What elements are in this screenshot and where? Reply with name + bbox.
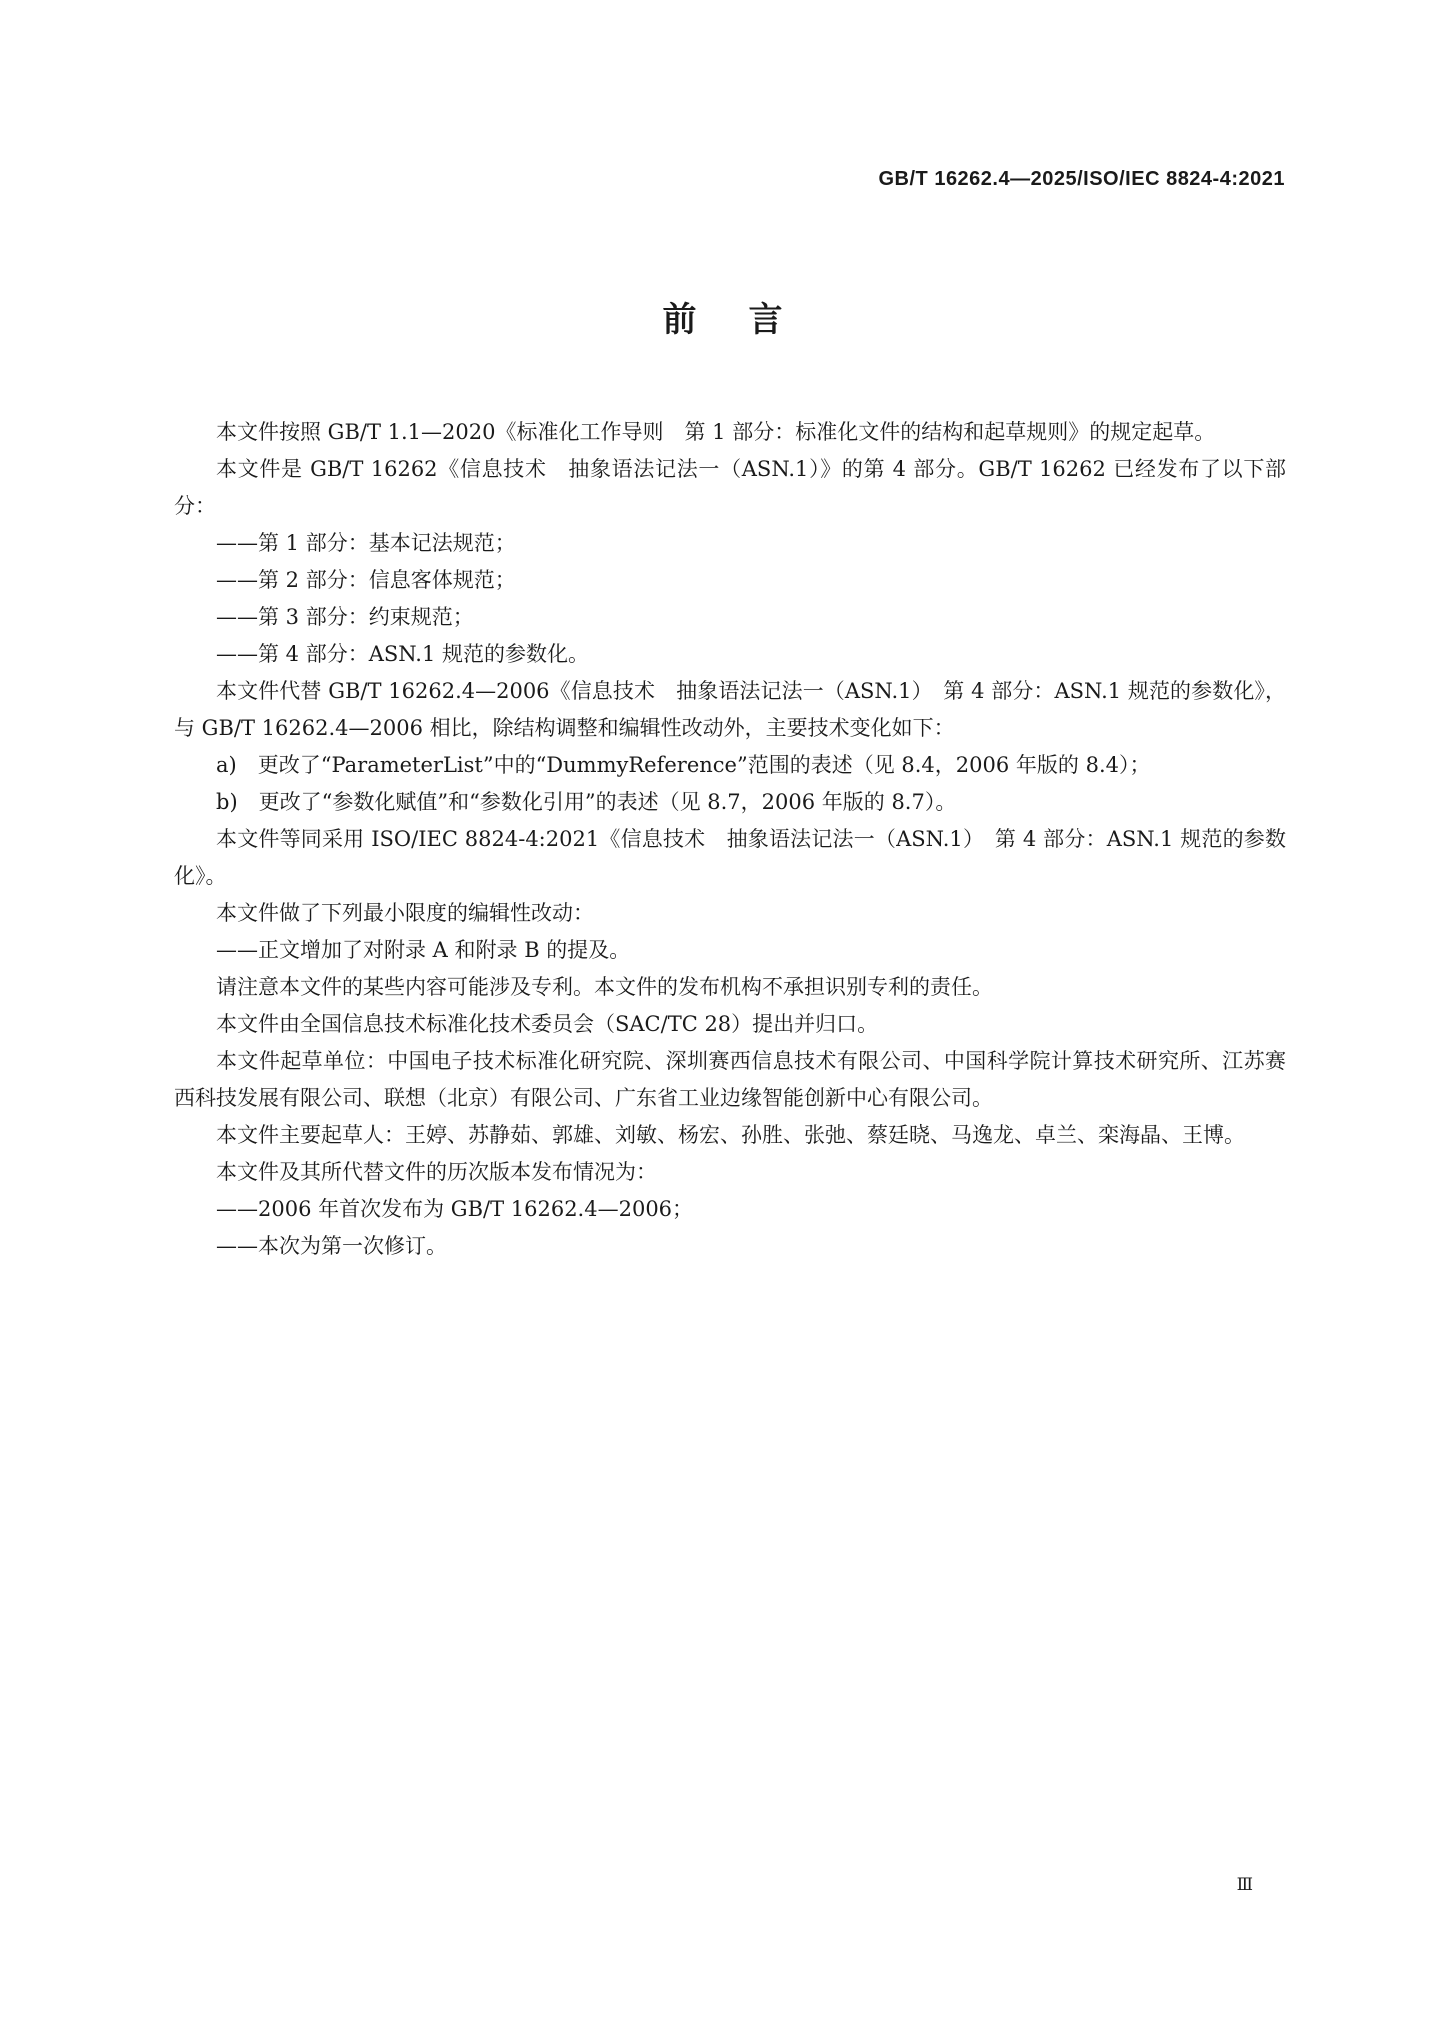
paragraph-drafting-organizations: 本文件起草单位：中国电子技术标准化研究院、深圳赛西信息技术有限公司、中国科学院计算技术研究所、江苏赛西科技发展有限公司、联想（北京）有限公司、广东省工业边缘智能创新中心有限公司。 [174, 1049, 1286, 1110]
list-item-part-1: ——第 1 部分：基本记法规范； [216, 531, 516, 555]
foreword-body [174, 414, 1286, 1265]
paragraph-proposed-by: 本文件由全国信息技术标准化技术委员会（SAC/TC 28）提出并归口。 [216, 1012, 879, 1036]
paragraph-version-history: 本文件及其所代替文件的历次版本发布情况为： [216, 1160, 657, 1184]
page-title: 前言 [662, 300, 835, 340]
document-number-header: GB/T 16262.4—2025/ISO/IEC 8824-4:2021 [878, 168, 1285, 190]
list-item-editorial-change: ——正文增加了对附录 A 和附录 B 的提及。 [216, 938, 631, 962]
paragraph-drafting-rules: 本文件按照 GB/T 1.1—2020《标准化工作导则 第 1 部分：标准化文件的结构和起草规则》的规定起草。 [216, 420, 1216, 444]
paragraph-series-intro: 本文件是 GB/T 16262《信息技术 抽象语法记法一（ASN.1）》的第 4 部分。GB/T 16262 已经发布了以下部分： [174, 457, 1286, 518]
paragraph-editorial-changes: 本文件做了下列最小限度的编辑性改动： [216, 901, 594, 925]
page-number: Ⅲ [1236, 1875, 1253, 1895]
list-item-change-b: b) 更改了“参数化赋值”和“参数化引用”的表述（见 8.7，2006 年版的 8.7）。 [216, 790, 957, 814]
list-item-history-current: ——本次为第一次修订。 [216, 1234, 447, 1258]
paragraph-drafters: 本文件主要起草人：王婷、苏静茹、郭雄、刘敏、杨宏、孙胜、张弛、蔡廷晓、马逸龙、卓兰、栾海晶、王博。 [216, 1123, 1245, 1147]
list-item-part-3: ——第 3 部分：约束规范； [216, 605, 474, 629]
paragraph-replaces: 本文件代替 GB/T 16262.4—2006《信息技术 抽象语法记法一（ASN.1） 第 4 部分：ASN.1 规范的参数化》，与 GB/T 16262.4—2006 相比，除结构调整和编辑性改动外，主要技术变化如下： [174, 679, 1286, 740]
list-item-part-4: ——第 4 部分：ASN.1 规范的参数化。 [216, 642, 590, 666]
paragraph-patent-notice: 请注意本文件的某些内容可能涉及专利。本文件的发布机构不承担识别专利的责任。 [216, 975, 993, 999]
list-item-history-2006: ——2006 年首次发布为 GB/T 16262.4—2006； [216, 1197, 694, 1221]
list-item-change-a: a) 更改了“ParameterList”中的“DummyReference”范围的表述（见 8.4，2006 年版的 8.4）； [216, 753, 1151, 777]
list-item-part-2: ——第 2 部分：信息客体规范； [216, 568, 516, 592]
paragraph-identical-adoption: 本文件等同采用 ISO/IEC 8824-4:2021《信息技术 抽象语法记法一（ASN.1） 第 4 部分：ASN.1 规范的参数化》。 [174, 827, 1286, 888]
